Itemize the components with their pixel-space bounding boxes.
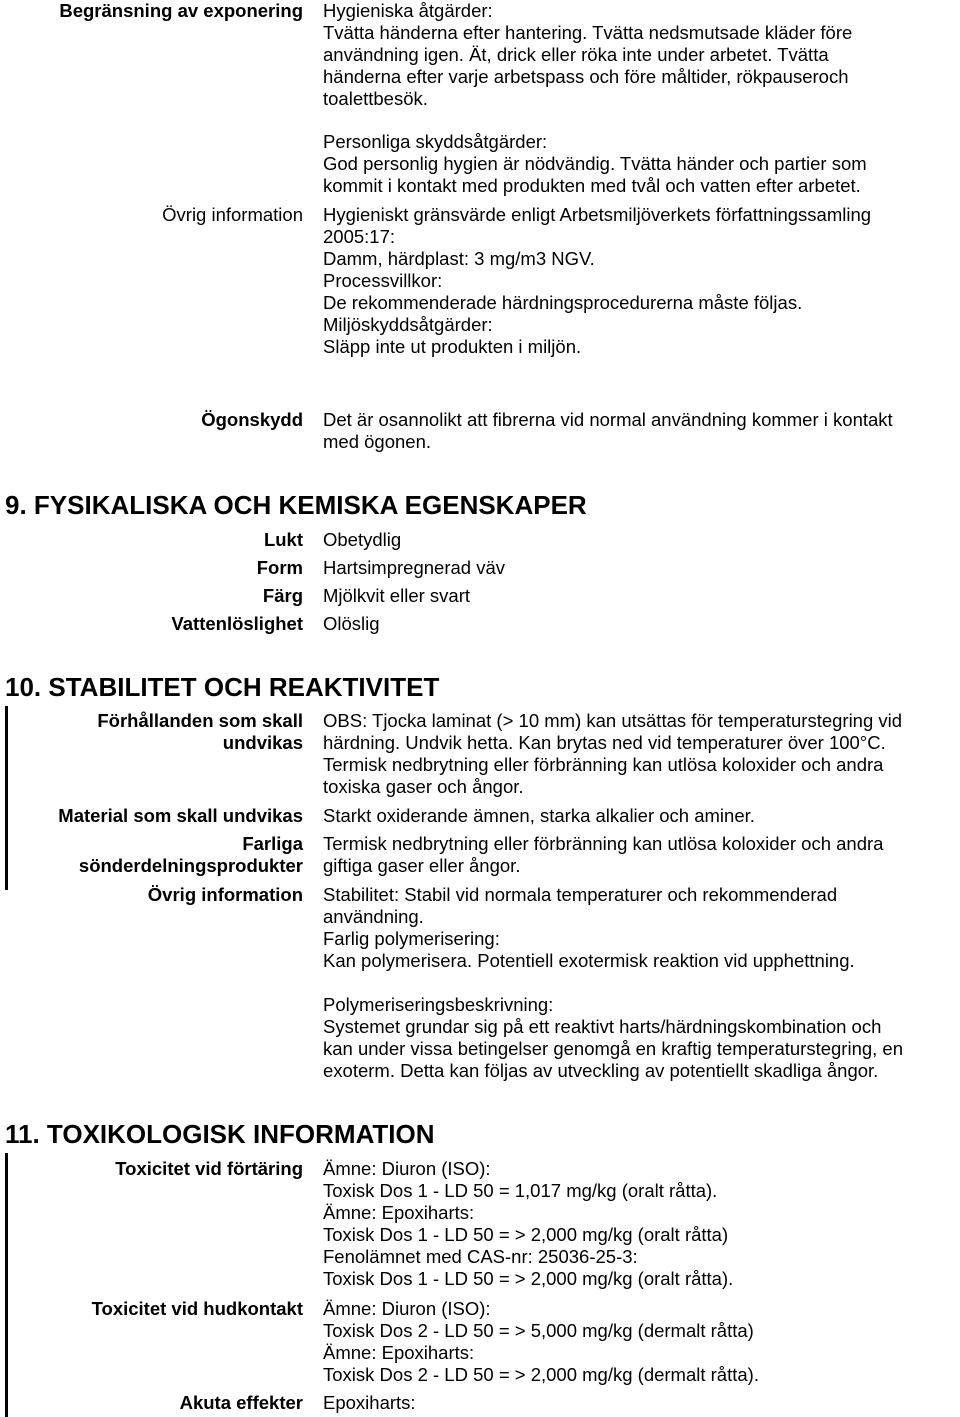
- text-line: Processvillkor:: [323, 270, 443, 291]
- section-10-heading: 10. STABILITET OCH REAKTIVITET: [5, 672, 440, 702]
- text-line: Ämne: Epoxiharts:: [323, 1342, 475, 1363]
- text-line: kan under vissa betingelser genomgå en kraftig temperaturstegring, en: [323, 1038, 904, 1059]
- text-line: exoterm. Detta kan följas av utveckling av potentiellt skadliga ångor.: [323, 1060, 879, 1081]
- text-line: De rekommenderade härdningsprocedurerna måste följas.: [323, 292, 803, 313]
- text-line: Stabilitet: Stabil vid normala temperaturer och rekommenderad: [323, 884, 838, 905]
- acute-effects-label: Akuta effekter: [179, 1392, 303, 1413]
- text-line: Ämne: Diuron (ISO):: [323, 1298, 491, 1319]
- text-line: Toxisk Dos 2 - LD 50 = > 5,000 mg/kg (dermalt råtta): [323, 1320, 754, 1341]
- text-line: Tvätta händerna efter hantering. Tvätta nedsmutsade kläder före: [323, 22, 853, 43]
- property-value: Hartsimpregnerad väv: [323, 557, 505, 578]
- text-line: Miljöskyddsåtgärder:: [323, 314, 493, 335]
- text-line: Det är osannolikt att fibrerna vid normal användning kommer i kontakt: [323, 409, 893, 430]
- ingestion-text: [323, 1158, 733, 1290]
- stability-other-label: Övrig information: [147, 884, 303, 905]
- section-10-rule: [5, 706, 8, 890]
- text-line: Personliga skyddsåtgärder:: [323, 131, 548, 152]
- property-value: Olöslig: [323, 613, 380, 634]
- section-11-heading: 11. TOXIKOLOGISK INFORMATION: [5, 1119, 435, 1149]
- text-line: Släpp inte ut produkten i miljön.: [323, 336, 582, 357]
- text-line: användning.: [323, 906, 424, 927]
- text-line: Toxisk Dos 1 - LD 50 = 1,017 mg/kg (oralt råtta).: [323, 1180, 718, 1201]
- text-line: Toxisk Dos 2 - LD 50 = > 2,000 mg/kg (dermalt råtta).: [323, 1364, 759, 1385]
- text-line: händerna efter varje arbetspass och före måltider, rökpauseroch: [323, 66, 849, 87]
- text-line: Polymeriseringsbeskrivning:: [323, 994, 554, 1015]
- decomposition-label: [79, 833, 303, 877]
- text-line: Farlig polymerisering:: [323, 928, 500, 949]
- text-line: 2005:17:: [323, 226, 396, 247]
- text-line: Damm, härdplast: 3 mg/m3 NGV.: [323, 248, 595, 269]
- text-line: användning igen. Ät, drick eller röka inte under arbetet. Tvätta: [323, 44, 829, 65]
- text-line: OBS: Tjocka laminat (> 10 mm) kan utsättas för temperaturstegring vid: [323, 710, 903, 731]
- label-line: Farliga: [242, 833, 303, 854]
- eye-protection-label: Ögonskydd: [201, 409, 303, 430]
- text-line: kommit i kontakt med produkten med tvål och vatten efter arbetet.: [323, 175, 861, 196]
- label-line: undvikas: [222, 732, 303, 753]
- text-line: Ämne: Epoxiharts:: [323, 1202, 475, 1223]
- section-9-heading: 9. FYSIKALISKA OCH KEMISKA EGENSKAPER: [5, 490, 587, 520]
- text-line: Toxisk Dos 1 - LD 50 = > 2,000 mg/kg (oralt råtta): [323, 1224, 729, 1245]
- acute-effects-text: [323, 1392, 416, 1414]
- skin-contact-label: Toxicitet vid hudkontakt: [91, 1298, 303, 1319]
- skin-contact-text: [323, 1298, 759, 1386]
- text-line: Epoxiharts:: [323, 1392, 416, 1413]
- text-line: God personlig hygien är nödvändig. Tvätta händer och partier som: [323, 153, 867, 174]
- text-line: Toxisk Dos 1 - LD 50 = > 2,000 mg/kg (oralt råtta).: [323, 1268, 734, 1289]
- property-label: Vattenlöslighet: [171, 613, 303, 634]
- decomposition-text: [323, 833, 883, 877]
- materials-label: Material som skall undvikas: [58, 805, 303, 826]
- personal-protection-text: [323, 131, 867, 197]
- stability-text: [323, 884, 855, 972]
- text-line: toalettbesök.: [323, 88, 428, 109]
- text-line: Termisk nedbrytning eller förbränning kan utlösa koloxider och andra: [323, 833, 884, 854]
- property-value: Mjölkvit eller svart: [323, 585, 470, 606]
- label-line: Förhållanden som skall: [97, 710, 303, 731]
- ingestion-label: Toxicitet vid förtäring: [115, 1158, 303, 1179]
- text-line: Ämne: Diuron (ISO):: [323, 1158, 491, 1179]
- property-value: Obetydlig: [323, 529, 402, 550]
- hygiene-measures-text: [323, 0, 852, 110]
- text-line: Kan polymerisera. Potentiell exotermisk reaktion vid upphettning.: [323, 950, 855, 971]
- other-info-label: Övrig information: [162, 204, 303, 225]
- text-line: toxiska gaser och ångor.: [323, 776, 524, 797]
- materials-text: [323, 805, 755, 827]
- conditions-text: [323, 710, 902, 798]
- property-label: Lukt: [263, 529, 303, 550]
- property-label: Färg: [262, 585, 303, 606]
- text-line: Fenolämnet med CAS-nr: 25036-25-3:: [323, 1246, 638, 1267]
- exposure-label: Begränsning av exponering: [59, 0, 303, 21]
- text-line: Hygieniska åtgärder:: [323, 0, 493, 21]
- property-label: Form: [256, 557, 303, 578]
- section-11-rule: [5, 1153, 8, 1417]
- text-line: Termisk nedbrytning eller förbränning kan utlösa koloxider och andra: [323, 754, 884, 775]
- text-line: härdning. Undvik hetta. Kan brytas ned vid temperaturer över 100°C.: [323, 732, 886, 753]
- text-line: Systemet grundar sig på ett reaktivt harts/härdningskombination och: [323, 1016, 882, 1037]
- text-line: med ögonen.: [323, 431, 432, 452]
- label-line: sönderdelningsprodukter: [78, 855, 303, 876]
- conditions-label: [97, 710, 303, 754]
- text-line: Hygieniskt gränsvärde enligt Arbetsmiljöverkets författningssamling: [323, 204, 872, 225]
- text-line: Starkt oxiderande ämnen, starka alkalier och aminer.: [323, 805, 755, 826]
- eye-protection-text: [323, 409, 893, 453]
- text-line: giftiga gaser eller ångor.: [323, 855, 521, 876]
- other-info-text: [323, 204, 871, 358]
- polymerisation-text: [323, 994, 903, 1082]
